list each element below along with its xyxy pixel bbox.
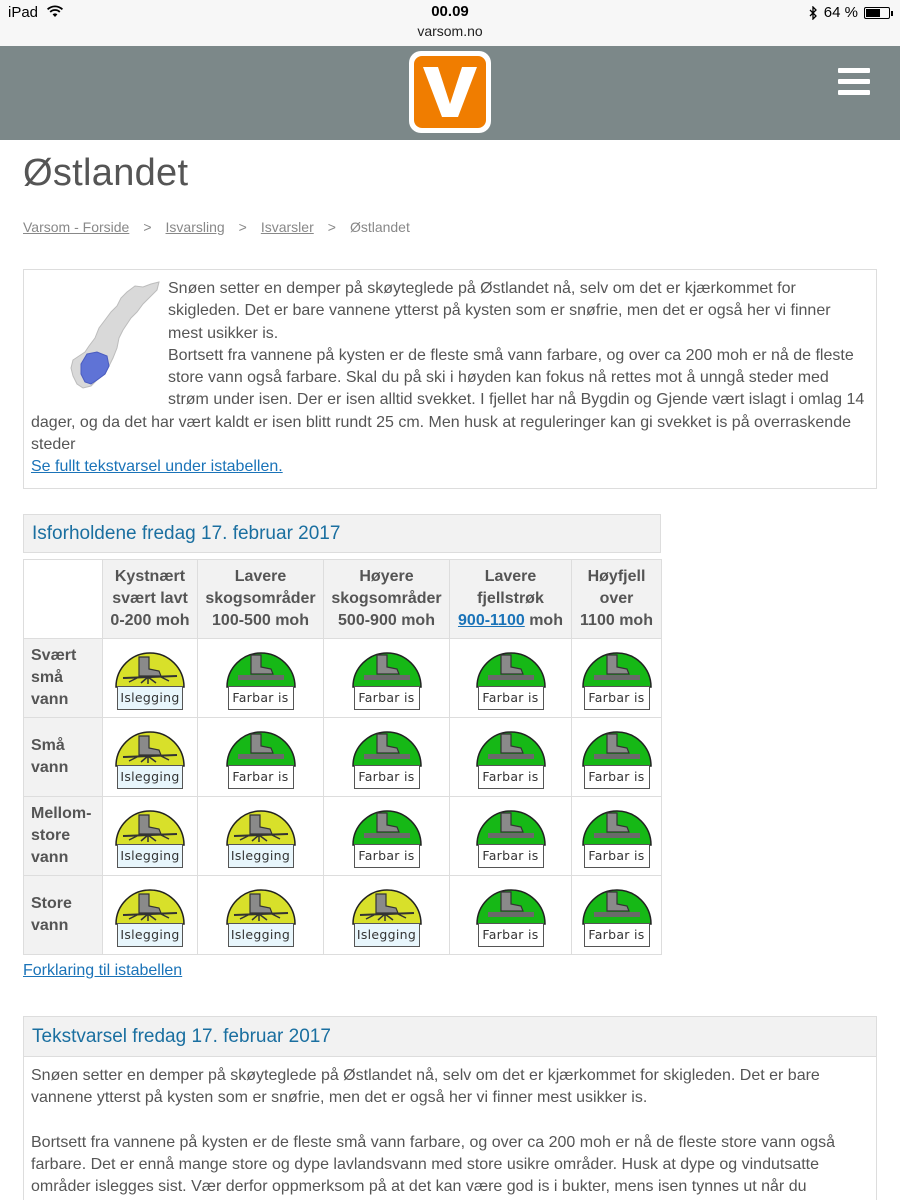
- ice-status-cell[interactable]: [103, 797, 198, 876]
- ice-status-label: Farbar is: [354, 844, 420, 868]
- table-row: [24, 797, 662, 876]
- altitude-link[interactable]: 900-1100: [458, 612, 525, 629]
- ice-status-cell[interactable]: [572, 797, 662, 876]
- column-header: Lavere fjellstrøk 900-1100 moh: [450, 560, 572, 639]
- ice-status-cell[interactable]: [572, 639, 662, 718]
- thin-ice-icon: [115, 724, 185, 790]
- battery-icon: [864, 7, 890, 19]
- status-right: [809, 4, 890, 21]
- ice-status-label: Farbar is: [584, 765, 650, 789]
- ice-status-cell[interactable]: [198, 797, 324, 876]
- hamburger-icon[interactable]: [838, 68, 870, 101]
- ice-status-label: Farbar is: [478, 765, 544, 789]
- ice-status-cell[interactable]: [450, 718, 572, 797]
- varsom-logo[interactable]: [409, 51, 491, 133]
- row-header: Store vann: [24, 876, 103, 955]
- full-forecast-link[interactable]: Se fullt tekstvarsel under istabellen.: [31, 458, 283, 476]
- text-forecast-heading: Tekstvarsel fredag 17. februar 2017: [24, 1017, 876, 1057]
- table-legend-link[interactable]: Forklaring til istabellen: [23, 962, 183, 979]
- safe-ice-icon: [476, 803, 546, 869]
- column-header: Lavere skogsområder 100-500 moh: [198, 560, 324, 639]
- clock: 00.09: [431, 3, 469, 20]
- ice-status-label: Farbar is: [228, 765, 294, 789]
- ice-status-label: Islegging: [228, 844, 294, 868]
- ice-status-cell[interactable]: [450, 639, 572, 718]
- safe-ice-icon: [476, 645, 546, 711]
- text-forecast-body: [24, 1057, 876, 1200]
- battery-level: [866, 9, 880, 17]
- ice-status-cell[interactable]: [324, 718, 450, 797]
- ice-status-label: Farbar is: [584, 923, 650, 947]
- thin-ice-icon: [115, 645, 185, 711]
- breadcrumb-current: Østlandet: [349, 219, 410, 235]
- breadcrumb-separator: >: [143, 219, 152, 235]
- breadcrumb-isvarsler[interactable]: Isvarsler: [260, 219, 314, 235]
- breadcrumb-separator: >: [327, 219, 336, 235]
- safe-ice-icon: [582, 803, 652, 869]
- thin-ice-icon: [115, 803, 185, 869]
- ice-table-heading: Isforholdene fredag 17. februar 2017: [23, 514, 661, 553]
- logo-v-icon: [414, 56, 486, 128]
- intro-paragraph-2: Bortsett fra vannene på kysten er de fleste små vann farbare, og over ca 200 moh er nå de fleste store vann også farbare. Skal du på ski i høyden kan fokus nå rettes mot å unngå steder med strøm under isen. Der er isen alltid svekket. I fjellet har nå Bygdin og Gjende vært islagt i omlag 14 dager, og da det har vært kaldt er isen blitt rundt 25 cm. Men husk at reguleringer kan gi svekket is på overraskende steder: [31, 346, 865, 454]
- ice-status-label: Islegging: [117, 686, 183, 710]
- breadcrumb-isvarsling[interactable]: Isvarsling: [165, 219, 225, 235]
- intro-summary: [23, 269, 877, 489]
- safe-ice-icon: [582, 724, 652, 790]
- ice-status-cell[interactable]: [198, 639, 324, 718]
- breadcrumb: [23, 219, 410, 235]
- row-header: Små vann: [24, 718, 103, 797]
- row-header: Svært små vann: [24, 639, 103, 718]
- ice-status-label: Islegging: [117, 765, 183, 789]
- ice-status-label: Islegging: [117, 844, 183, 868]
- safe-ice-icon: [226, 724, 296, 790]
- ice-status-cell[interactable]: [324, 797, 450, 876]
- ice-status-cell[interactable]: [572, 718, 662, 797]
- safe-ice-icon: [226, 645, 296, 711]
- forecast-paragraph-2: Bortsett fra vannene på kysten er de fleste små vann farbare, og over ca 200 moh er nå de fleste store vann også farbare. Det er ennå mange store og dype lavlandsvann med store usikre områder. Husk at dype og vindutsatte områder islegges sist. Vær derfor oppmerksom på at det kan være god is i bukter, mens isen tynnes ut når du: [31, 1133, 836, 1196]
- page-title: Østlandet: [23, 152, 189, 194]
- text-forecast: [23, 1016, 877, 1200]
- ice-status-cell[interactable]: [450, 876, 572, 955]
- ice-status-label: Farbar is: [584, 686, 650, 710]
- intro-paragraph-1: Snøen setter en demper på skøyteglede på Østlandet nå, selv om det er kjærkommet for skigleden. Det er bare vannene ytterst på kysten som er snøfrie, men det er også her vi finner mest usikker is.: [168, 280, 831, 342]
- ice-status-cell[interactable]: [198, 876, 324, 955]
- ice-status-cell[interactable]: [103, 876, 198, 955]
- status-bar: [0, 0, 900, 46]
- ice-status-label: Islegging: [117, 923, 183, 947]
- address-bar[interactable]: varsom.no: [417, 23, 483, 39]
- ice-status-label: Islegging: [354, 923, 420, 947]
- bluetooth-icon: [809, 6, 818, 20]
- safe-ice-icon: [476, 882, 546, 948]
- ice-status-cell[interactable]: [103, 639, 198, 718]
- device-name: iPad: [8, 4, 39, 21]
- ice-status-label: Farbar is: [478, 686, 544, 710]
- ice-status-label: Farbar is: [228, 686, 294, 710]
- region-map-icon: [47, 278, 162, 393]
- safe-ice-icon: [352, 645, 422, 711]
- ice-status-label: Islegging: [228, 923, 294, 947]
- safe-ice-icon: [352, 724, 422, 790]
- thin-ice-icon: [226, 882, 296, 948]
- forecast-paragraph-1: Snøen setter en demper på skøyteglede på Østlandet nå, selv om det er kjærkommet for skigleden. Det er bare vannene ytterst på kysten som er snøfrie, men det er også her vi finner mest usikker is.: [31, 1067, 820, 1107]
- table-row: [24, 876, 662, 955]
- row-header: Mellom- store vann: [24, 797, 103, 876]
- ice-status-label: Farbar is: [354, 765, 420, 789]
- breadcrumb-home[interactable]: Varsom - Forside: [23, 219, 130, 235]
- ice-status-label: Farbar is: [354, 686, 420, 710]
- site-header: [0, 46, 900, 140]
- ice-status-label: Farbar is: [478, 844, 544, 868]
- safe-ice-icon: [582, 882, 652, 948]
- column-header: Kystnært svært lavt 0-200 moh: [103, 560, 198, 639]
- safe-ice-icon: [352, 803, 422, 869]
- ice-status-label: Farbar is: [584, 844, 650, 868]
- ice-status-cell[interactable]: [324, 876, 450, 955]
- thin-ice-icon: [115, 882, 185, 948]
- ice-status-cell[interactable]: [198, 718, 324, 797]
- ice-status-cell[interactable]: [450, 797, 572, 876]
- logo-badge: [414, 56, 486, 128]
- thin-ice-icon: [226, 803, 296, 869]
- table-corner: [24, 560, 103, 639]
- ice-status-label: Farbar is: [478, 923, 544, 947]
- safe-ice-icon: [476, 724, 546, 790]
- column-header: Høyere skogsområder 500-900 moh: [324, 560, 450, 639]
- thin-ice-icon: [352, 882, 422, 948]
- table-row: [24, 639, 662, 718]
- ice-status-cell[interactable]: [572, 876, 662, 955]
- ice-conditions-table: [23, 559, 662, 955]
- table-row: [24, 718, 662, 797]
- ice-status-cell[interactable]: [324, 639, 450, 718]
- ice-status-cell[interactable]: [103, 718, 198, 797]
- column-header: Høyfjell over 1100 moh: [572, 560, 662, 639]
- safe-ice-icon: [582, 645, 652, 711]
- table-header-row: [24, 560, 662, 639]
- breadcrumb-separator: >: [238, 219, 247, 235]
- battery-percent: 64 %: [823, 4, 858, 21]
